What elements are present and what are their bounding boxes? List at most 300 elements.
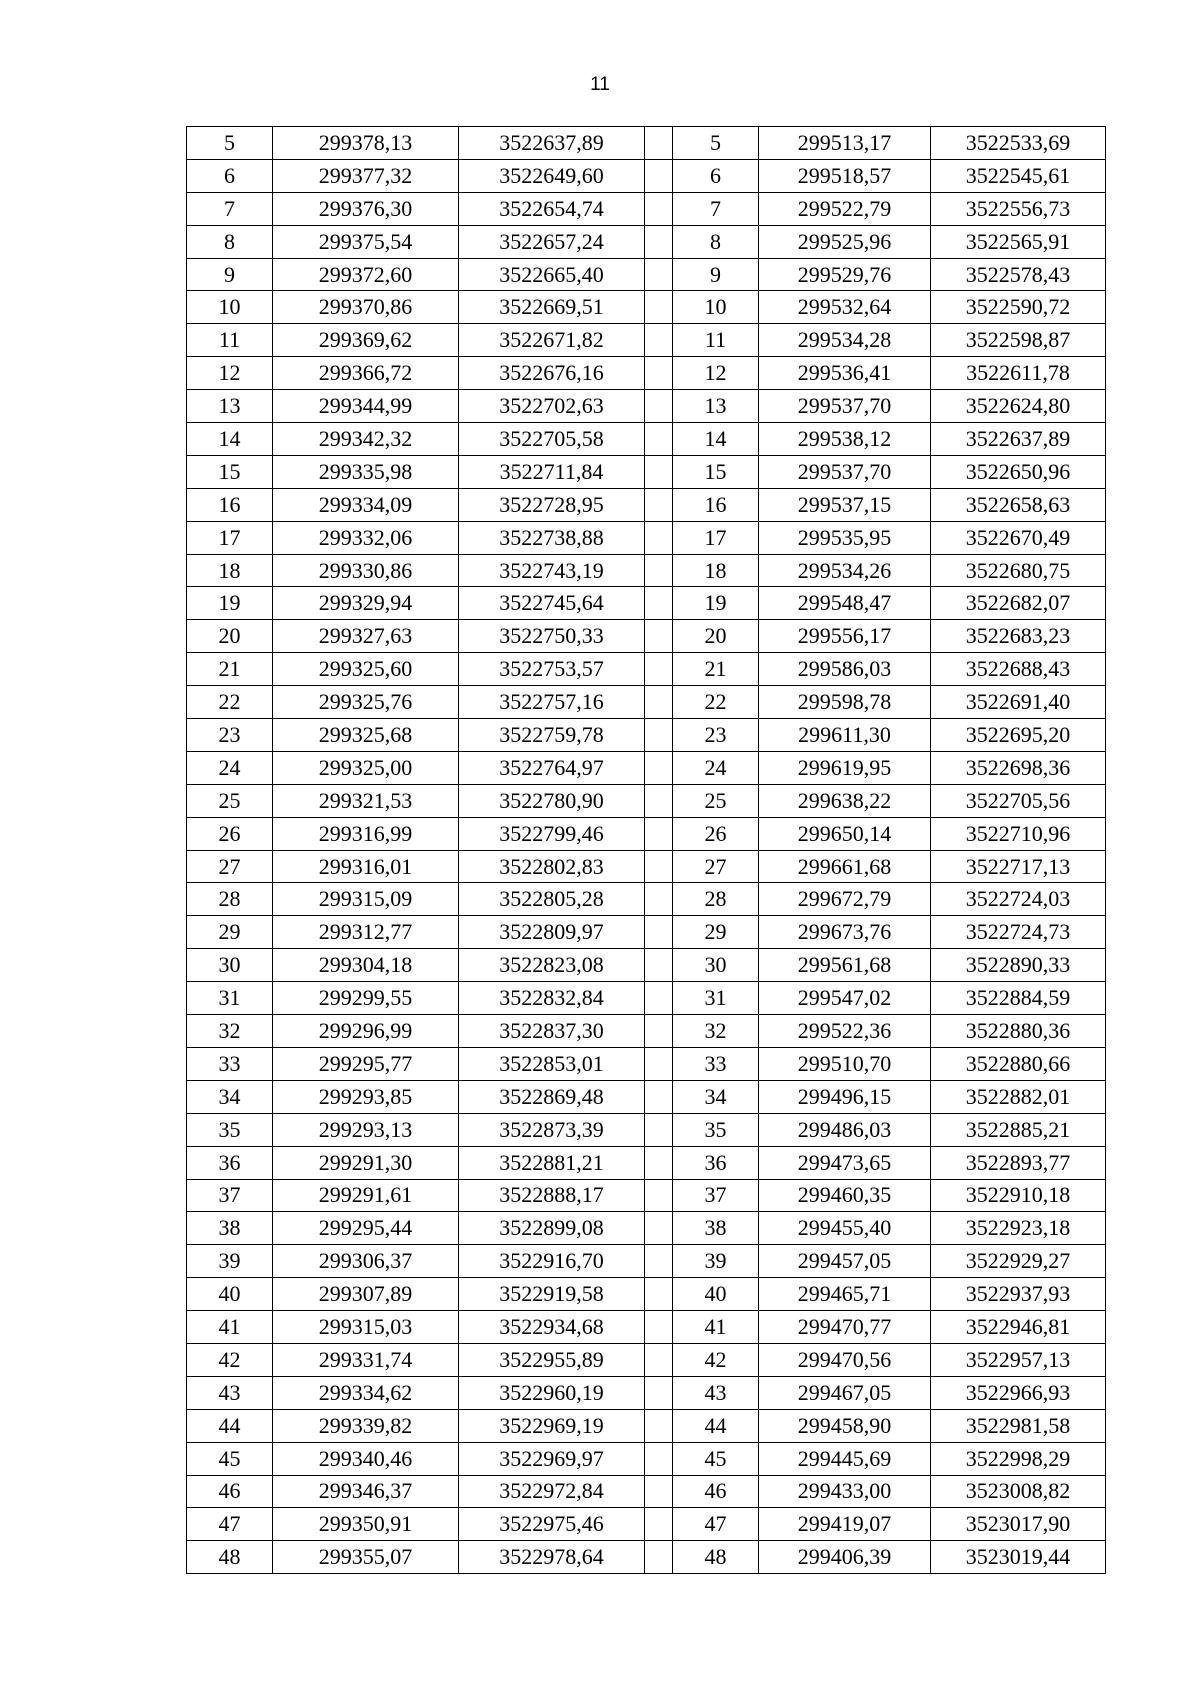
right-x-coordinate-cell: 299548,47 xyxy=(759,587,931,620)
left-y-coordinate-cell: 3522738,88 xyxy=(459,521,645,554)
left-point-number-cell: 47 xyxy=(187,1508,273,1541)
left-point-number-cell: 23 xyxy=(187,719,273,752)
right-point-number-cell: 38 xyxy=(673,1212,759,1245)
right-y-coordinate-cell: 3523019,44 xyxy=(931,1541,1106,1574)
left-point-number-cell: 39 xyxy=(187,1245,273,1278)
table-row xyxy=(187,653,1106,686)
left-x-coordinate-cell: 299342,32 xyxy=(273,423,459,456)
right-x-coordinate-cell: 299673,76 xyxy=(759,916,931,949)
table-row xyxy=(187,1047,1106,1080)
spacer-cell xyxy=(645,1376,673,1409)
left-point-number-cell: 6 xyxy=(187,159,273,192)
left-y-coordinate-cell: 3522702,63 xyxy=(459,390,645,423)
right-x-coordinate-cell: 299458,90 xyxy=(759,1409,931,1442)
right-point-number-cell: 35 xyxy=(673,1113,759,1146)
right-point-number-cell: 13 xyxy=(673,390,759,423)
left-point-number-cell: 28 xyxy=(187,883,273,916)
right-y-coordinate-cell: 3523008,82 xyxy=(931,1475,1106,1508)
right-y-coordinate-cell: 3522882,01 xyxy=(931,1080,1106,1113)
left-point-number-cell: 5 xyxy=(187,127,273,160)
table-row xyxy=(187,1409,1106,1442)
left-x-coordinate-cell: 299295,44 xyxy=(273,1212,459,1245)
right-x-coordinate-cell: 299455,40 xyxy=(759,1212,931,1245)
right-y-coordinate-cell: 3522533,69 xyxy=(931,127,1106,160)
right-x-coordinate-cell: 299525,96 xyxy=(759,225,931,258)
right-y-coordinate-cell: 3522910,18 xyxy=(931,1179,1106,1212)
table-row xyxy=(187,784,1106,817)
right-x-coordinate-cell: 299522,79 xyxy=(759,192,931,225)
table-row xyxy=(187,982,1106,1015)
spacer-cell xyxy=(645,784,673,817)
right-x-coordinate-cell: 299445,69 xyxy=(759,1442,931,1475)
table-row xyxy=(187,192,1106,225)
right-y-coordinate-cell: 3522637,89 xyxy=(931,423,1106,456)
right-point-number-cell: 21 xyxy=(673,653,759,686)
left-y-coordinate-cell: 3522978,64 xyxy=(459,1541,645,1574)
left-point-number-cell: 32 xyxy=(187,1015,273,1048)
left-y-coordinate-cell: 3522802,83 xyxy=(459,850,645,883)
spacer-cell xyxy=(645,258,673,291)
right-x-coordinate-cell: 299586,03 xyxy=(759,653,931,686)
spacer-cell xyxy=(645,291,673,324)
left-point-number-cell: 20 xyxy=(187,620,273,653)
right-x-coordinate-cell: 299518,57 xyxy=(759,159,931,192)
right-x-coordinate-cell: 299465,71 xyxy=(759,1278,931,1311)
right-x-coordinate-cell: 299650,14 xyxy=(759,817,931,850)
right-point-number-cell: 10 xyxy=(673,291,759,324)
right-y-coordinate-cell: 3522880,66 xyxy=(931,1047,1106,1080)
right-point-number-cell: 11 xyxy=(673,324,759,357)
left-y-coordinate-cell: 3522671,82 xyxy=(459,324,645,357)
table-row xyxy=(187,324,1106,357)
left-y-coordinate-cell: 3522705,58 xyxy=(459,423,645,456)
spacer-cell xyxy=(645,127,673,160)
left-y-coordinate-cell: 3522753,57 xyxy=(459,653,645,686)
left-point-number-cell: 15 xyxy=(187,455,273,488)
table-row xyxy=(187,521,1106,554)
right-point-number-cell: 24 xyxy=(673,751,759,784)
table-row xyxy=(187,686,1106,719)
right-point-number-cell: 16 xyxy=(673,488,759,521)
left-y-coordinate-cell: 3522899,08 xyxy=(459,1212,645,1245)
right-x-coordinate-cell: 299598,78 xyxy=(759,686,931,719)
right-x-coordinate-cell: 299470,56 xyxy=(759,1343,931,1376)
right-x-coordinate-cell: 299513,17 xyxy=(759,127,931,160)
left-x-coordinate-cell: 299291,30 xyxy=(273,1146,459,1179)
spacer-cell xyxy=(645,521,673,554)
right-point-number-cell: 12 xyxy=(673,357,759,390)
spacer-cell xyxy=(645,587,673,620)
table-row xyxy=(187,1015,1106,1048)
left-x-coordinate-cell: 299350,91 xyxy=(273,1508,459,1541)
left-x-coordinate-cell: 299372,60 xyxy=(273,258,459,291)
right-x-coordinate-cell: 299496,15 xyxy=(759,1080,931,1113)
right-x-coordinate-cell: 299522,36 xyxy=(759,1015,931,1048)
left-x-coordinate-cell: 299331,74 xyxy=(273,1343,459,1376)
spacer-cell xyxy=(645,620,673,653)
right-y-coordinate-cell: 3522698,36 xyxy=(931,751,1106,784)
left-x-coordinate-cell: 299332,06 xyxy=(273,521,459,554)
left-y-coordinate-cell: 3522745,64 xyxy=(459,587,645,620)
right-y-coordinate-cell: 3522683,23 xyxy=(931,620,1106,653)
table-row xyxy=(187,1245,1106,1278)
spacer-cell xyxy=(645,916,673,949)
left-y-coordinate-cell: 3522637,89 xyxy=(459,127,645,160)
table-row xyxy=(187,291,1106,324)
left-point-number-cell: 37 xyxy=(187,1179,273,1212)
left-x-coordinate-cell: 299307,89 xyxy=(273,1278,459,1311)
spacer-cell xyxy=(645,423,673,456)
table-row xyxy=(187,949,1106,982)
spacer-cell xyxy=(645,982,673,1015)
spacer-cell xyxy=(645,1475,673,1508)
spacer-cell xyxy=(645,1343,673,1376)
right-y-coordinate-cell: 3522957,13 xyxy=(931,1343,1106,1376)
left-y-coordinate-cell: 3522972,84 xyxy=(459,1475,645,1508)
right-y-coordinate-cell: 3522880,36 xyxy=(931,1015,1106,1048)
right-point-number-cell: 41 xyxy=(673,1311,759,1344)
right-point-number-cell: 47 xyxy=(673,1508,759,1541)
right-point-number-cell: 43 xyxy=(673,1376,759,1409)
left-x-coordinate-cell: 299376,30 xyxy=(273,192,459,225)
right-point-number-cell: 7 xyxy=(673,192,759,225)
left-x-coordinate-cell: 299340,46 xyxy=(273,1442,459,1475)
left-x-coordinate-cell: 299325,76 xyxy=(273,686,459,719)
left-x-coordinate-cell: 299304,18 xyxy=(273,949,459,982)
right-y-coordinate-cell: 3522565,91 xyxy=(931,225,1106,258)
table-row xyxy=(187,817,1106,850)
right-y-coordinate-cell: 3522885,21 xyxy=(931,1113,1106,1146)
left-y-coordinate-cell: 3522823,08 xyxy=(459,949,645,982)
left-y-coordinate-cell: 3522969,97 xyxy=(459,1442,645,1475)
left-x-coordinate-cell: 299355,07 xyxy=(273,1541,459,1574)
right-point-number-cell: 25 xyxy=(673,784,759,817)
table-row xyxy=(187,1311,1106,1344)
left-y-coordinate-cell: 3522654,74 xyxy=(459,192,645,225)
left-x-coordinate-cell: 299378,13 xyxy=(273,127,459,160)
right-y-coordinate-cell: 3523017,90 xyxy=(931,1508,1106,1541)
left-y-coordinate-cell: 3522960,19 xyxy=(459,1376,645,1409)
right-x-coordinate-cell: 299561,68 xyxy=(759,949,931,982)
right-point-number-cell: 29 xyxy=(673,916,759,949)
right-y-coordinate-cell: 3522556,73 xyxy=(931,192,1106,225)
right-x-coordinate-cell: 299467,05 xyxy=(759,1376,931,1409)
right-x-coordinate-cell: 299619,95 xyxy=(759,751,931,784)
left-point-number-cell: 26 xyxy=(187,817,273,850)
right-x-coordinate-cell: 299537,70 xyxy=(759,455,931,488)
left-x-coordinate-cell: 299344,99 xyxy=(273,390,459,423)
left-x-coordinate-cell: 299321,53 xyxy=(273,784,459,817)
left-x-coordinate-cell: 299291,61 xyxy=(273,1179,459,1212)
right-point-number-cell: 27 xyxy=(673,850,759,883)
right-y-coordinate-cell: 3522998,29 xyxy=(931,1442,1106,1475)
left-y-coordinate-cell: 3522805,28 xyxy=(459,883,645,916)
right-y-coordinate-cell: 3522658,63 xyxy=(931,488,1106,521)
right-x-coordinate-cell: 299433,00 xyxy=(759,1475,931,1508)
spacer-cell xyxy=(645,1113,673,1146)
right-y-coordinate-cell: 3522923,18 xyxy=(931,1212,1106,1245)
spacer-cell xyxy=(645,1179,673,1212)
spacer-cell xyxy=(645,751,673,784)
left-x-coordinate-cell: 299299,55 xyxy=(273,982,459,1015)
left-y-coordinate-cell: 3522919,58 xyxy=(459,1278,645,1311)
left-x-coordinate-cell: 299315,03 xyxy=(273,1311,459,1344)
left-x-coordinate-cell: 299296,99 xyxy=(273,1015,459,1048)
right-x-coordinate-cell: 299534,28 xyxy=(759,324,931,357)
table-row xyxy=(187,1508,1106,1541)
left-y-coordinate-cell: 3522869,48 xyxy=(459,1080,645,1113)
right-y-coordinate-cell: 3522611,78 xyxy=(931,357,1106,390)
left-x-coordinate-cell: 299369,62 xyxy=(273,324,459,357)
left-y-coordinate-cell: 3522759,78 xyxy=(459,719,645,752)
spacer-cell xyxy=(645,1541,673,1574)
right-y-coordinate-cell: 3522695,20 xyxy=(931,719,1106,752)
left-y-coordinate-cell: 3522757,16 xyxy=(459,686,645,719)
left-point-number-cell: 44 xyxy=(187,1409,273,1442)
left-x-coordinate-cell: 299312,77 xyxy=(273,916,459,949)
right-x-coordinate-cell: 299535,95 xyxy=(759,521,931,554)
left-point-number-cell: 21 xyxy=(187,653,273,686)
right-y-coordinate-cell: 3522724,03 xyxy=(931,883,1106,916)
left-x-coordinate-cell: 299306,37 xyxy=(273,1245,459,1278)
right-x-coordinate-cell: 299510,70 xyxy=(759,1047,931,1080)
table-row xyxy=(187,883,1106,916)
spacer-cell xyxy=(645,324,673,357)
right-y-coordinate-cell: 3522717,13 xyxy=(931,850,1106,883)
right-x-coordinate-cell: 299534,26 xyxy=(759,554,931,587)
left-x-coordinate-cell: 299334,62 xyxy=(273,1376,459,1409)
left-point-number-cell: 33 xyxy=(187,1047,273,1080)
left-y-coordinate-cell: 3522934,68 xyxy=(459,1311,645,1344)
left-y-coordinate-cell: 3522669,51 xyxy=(459,291,645,324)
table-row xyxy=(187,423,1106,456)
left-y-coordinate-cell: 3522676,16 xyxy=(459,357,645,390)
right-point-number-cell: 9 xyxy=(673,258,759,291)
left-y-coordinate-cell: 3522799,46 xyxy=(459,817,645,850)
spacer-cell xyxy=(645,159,673,192)
left-point-number-cell: 38 xyxy=(187,1212,273,1245)
left-y-coordinate-cell: 3522881,21 xyxy=(459,1146,645,1179)
left-y-coordinate-cell: 3522969,19 xyxy=(459,1409,645,1442)
right-point-number-cell: 23 xyxy=(673,719,759,752)
right-x-coordinate-cell: 299473,65 xyxy=(759,1146,931,1179)
left-point-number-cell: 40 xyxy=(187,1278,273,1311)
left-point-number-cell: 43 xyxy=(187,1376,273,1409)
right-y-coordinate-cell: 3522890,33 xyxy=(931,949,1106,982)
table-row xyxy=(187,554,1106,587)
left-x-coordinate-cell: 299316,99 xyxy=(273,817,459,850)
left-y-coordinate-cell: 3522665,40 xyxy=(459,258,645,291)
spacer-cell xyxy=(645,1212,673,1245)
left-x-coordinate-cell: 299334,09 xyxy=(273,488,459,521)
left-point-number-cell: 13 xyxy=(187,390,273,423)
right-y-coordinate-cell: 3522946,81 xyxy=(931,1311,1106,1344)
spacer-cell xyxy=(645,1508,673,1541)
right-point-number-cell: 26 xyxy=(673,817,759,850)
table-row xyxy=(187,1080,1106,1113)
right-y-coordinate-cell: 3522691,40 xyxy=(931,686,1106,719)
right-point-number-cell: 20 xyxy=(673,620,759,653)
left-point-number-cell: 34 xyxy=(187,1080,273,1113)
left-y-coordinate-cell: 3522888,17 xyxy=(459,1179,645,1212)
left-point-number-cell: 30 xyxy=(187,949,273,982)
coordinates-table xyxy=(186,126,1106,1574)
table-row xyxy=(187,488,1106,521)
spacer-cell xyxy=(645,225,673,258)
right-y-coordinate-cell: 3522682,07 xyxy=(931,587,1106,620)
left-y-coordinate-cell: 3522728,95 xyxy=(459,488,645,521)
left-y-coordinate-cell: 3522809,97 xyxy=(459,916,645,949)
left-point-number-cell: 35 xyxy=(187,1113,273,1146)
right-x-coordinate-cell: 299419,07 xyxy=(759,1508,931,1541)
left-y-coordinate-cell: 3522657,24 xyxy=(459,225,645,258)
coordinates-table-body xyxy=(187,127,1106,1574)
left-x-coordinate-cell: 299325,68 xyxy=(273,719,459,752)
right-point-number-cell: 31 xyxy=(673,982,759,1015)
left-y-coordinate-cell: 3522873,39 xyxy=(459,1113,645,1146)
left-x-coordinate-cell: 299366,72 xyxy=(273,357,459,390)
left-y-coordinate-cell: 3522955,89 xyxy=(459,1343,645,1376)
right-y-coordinate-cell: 3522966,93 xyxy=(931,1376,1106,1409)
table-row xyxy=(187,455,1106,488)
left-x-coordinate-cell: 299325,60 xyxy=(273,653,459,686)
right-x-coordinate-cell: 299556,17 xyxy=(759,620,931,653)
spacer-cell xyxy=(645,1146,673,1179)
left-point-number-cell: 41 xyxy=(187,1311,273,1344)
page-number: 11 xyxy=(590,74,610,95)
left-point-number-cell: 19 xyxy=(187,587,273,620)
spacer-cell xyxy=(645,390,673,423)
spacer-cell xyxy=(645,1442,673,1475)
right-point-number-cell: 30 xyxy=(673,949,759,982)
right-x-coordinate-cell: 299406,39 xyxy=(759,1541,931,1574)
table-row xyxy=(187,1212,1106,1245)
right-point-number-cell: 19 xyxy=(673,587,759,620)
spacer-cell xyxy=(645,357,673,390)
left-x-coordinate-cell: 299295,77 xyxy=(273,1047,459,1080)
right-y-coordinate-cell: 3522884,59 xyxy=(931,982,1106,1015)
table-row xyxy=(187,1343,1106,1376)
right-x-coordinate-cell: 299529,76 xyxy=(759,258,931,291)
right-x-coordinate-cell: 299672,79 xyxy=(759,883,931,916)
right-y-coordinate-cell: 3522688,43 xyxy=(931,653,1106,686)
spacer-cell xyxy=(645,1047,673,1080)
left-y-coordinate-cell: 3522853,01 xyxy=(459,1047,645,1080)
table-row xyxy=(187,1179,1106,1212)
left-point-number-cell: 46 xyxy=(187,1475,273,1508)
right-y-coordinate-cell: 3522545,61 xyxy=(931,159,1106,192)
left-point-number-cell: 18 xyxy=(187,554,273,587)
spacer-cell xyxy=(645,719,673,752)
table-row xyxy=(187,1475,1106,1508)
right-y-coordinate-cell: 3522710,96 xyxy=(931,817,1106,850)
spacer-cell xyxy=(645,949,673,982)
right-point-number-cell: 34 xyxy=(673,1080,759,1113)
spacer-cell xyxy=(645,883,673,916)
right-point-number-cell: 14 xyxy=(673,423,759,456)
left-point-number-cell: 16 xyxy=(187,488,273,521)
right-y-coordinate-cell: 3522981,58 xyxy=(931,1409,1106,1442)
left-x-coordinate-cell: 299315,09 xyxy=(273,883,459,916)
right-point-number-cell: 48 xyxy=(673,1541,759,1574)
left-point-number-cell: 9 xyxy=(187,258,273,291)
table-row xyxy=(187,620,1106,653)
right-point-number-cell: 15 xyxy=(673,455,759,488)
left-x-coordinate-cell: 299377,32 xyxy=(273,159,459,192)
spacer-cell xyxy=(645,1245,673,1278)
right-point-number-cell: 8 xyxy=(673,225,759,258)
left-x-coordinate-cell: 299375,54 xyxy=(273,225,459,258)
left-point-number-cell: 10 xyxy=(187,291,273,324)
table-row xyxy=(187,225,1106,258)
left-point-number-cell: 24 xyxy=(187,751,273,784)
left-y-coordinate-cell: 3522764,97 xyxy=(459,751,645,784)
right-y-coordinate-cell: 3522598,87 xyxy=(931,324,1106,357)
spacer-cell xyxy=(645,1409,673,1442)
spacer-cell xyxy=(645,1278,673,1311)
table-row xyxy=(187,850,1106,883)
left-point-number-cell: 25 xyxy=(187,784,273,817)
left-point-number-cell: 36 xyxy=(187,1146,273,1179)
right-point-number-cell: 5 xyxy=(673,127,759,160)
right-y-coordinate-cell: 3522680,75 xyxy=(931,554,1106,587)
right-point-number-cell: 37 xyxy=(673,1179,759,1212)
right-point-number-cell: 39 xyxy=(673,1245,759,1278)
table-row xyxy=(187,1113,1106,1146)
right-x-coordinate-cell: 299470,77 xyxy=(759,1311,931,1344)
left-point-number-cell: 8 xyxy=(187,225,273,258)
left-point-number-cell: 12 xyxy=(187,357,273,390)
table-row xyxy=(187,1442,1106,1475)
right-y-coordinate-cell: 3522578,43 xyxy=(931,258,1106,291)
table-row xyxy=(187,719,1106,752)
right-x-coordinate-cell: 299537,15 xyxy=(759,488,931,521)
right-y-coordinate-cell: 3522590,72 xyxy=(931,291,1106,324)
right-x-coordinate-cell: 299538,12 xyxy=(759,423,931,456)
table-row xyxy=(187,127,1106,160)
table-row xyxy=(187,751,1106,784)
left-point-number-cell: 31 xyxy=(187,982,273,1015)
left-y-coordinate-cell: 3522649,60 xyxy=(459,159,645,192)
table-row xyxy=(187,390,1106,423)
right-y-coordinate-cell: 3522705,56 xyxy=(931,784,1106,817)
left-point-number-cell: 11 xyxy=(187,324,273,357)
right-x-coordinate-cell: 299547,02 xyxy=(759,982,931,1015)
right-x-coordinate-cell: 299457,05 xyxy=(759,1245,931,1278)
table-row xyxy=(187,159,1106,192)
right-x-coordinate-cell: 299486,03 xyxy=(759,1113,931,1146)
spacer-cell xyxy=(645,686,673,719)
spacer-cell xyxy=(645,817,673,850)
left-x-coordinate-cell: 299293,13 xyxy=(273,1113,459,1146)
spacer-cell xyxy=(645,653,673,686)
left-y-coordinate-cell: 3522780,90 xyxy=(459,784,645,817)
right-x-coordinate-cell: 299638,22 xyxy=(759,784,931,817)
spacer-cell xyxy=(645,1311,673,1344)
left-y-coordinate-cell: 3522916,70 xyxy=(459,1245,645,1278)
right-point-number-cell: 46 xyxy=(673,1475,759,1508)
left-point-number-cell: 27 xyxy=(187,850,273,883)
left-x-coordinate-cell: 299325,00 xyxy=(273,751,459,784)
left-point-number-cell: 17 xyxy=(187,521,273,554)
right-x-coordinate-cell: 299537,70 xyxy=(759,390,931,423)
right-point-number-cell: 17 xyxy=(673,521,759,554)
right-y-coordinate-cell: 3522893,77 xyxy=(931,1146,1106,1179)
right-y-coordinate-cell: 3522929,27 xyxy=(931,1245,1106,1278)
left-point-number-cell: 7 xyxy=(187,192,273,225)
table-row xyxy=(187,1376,1106,1409)
left-x-coordinate-cell: 299346,37 xyxy=(273,1475,459,1508)
